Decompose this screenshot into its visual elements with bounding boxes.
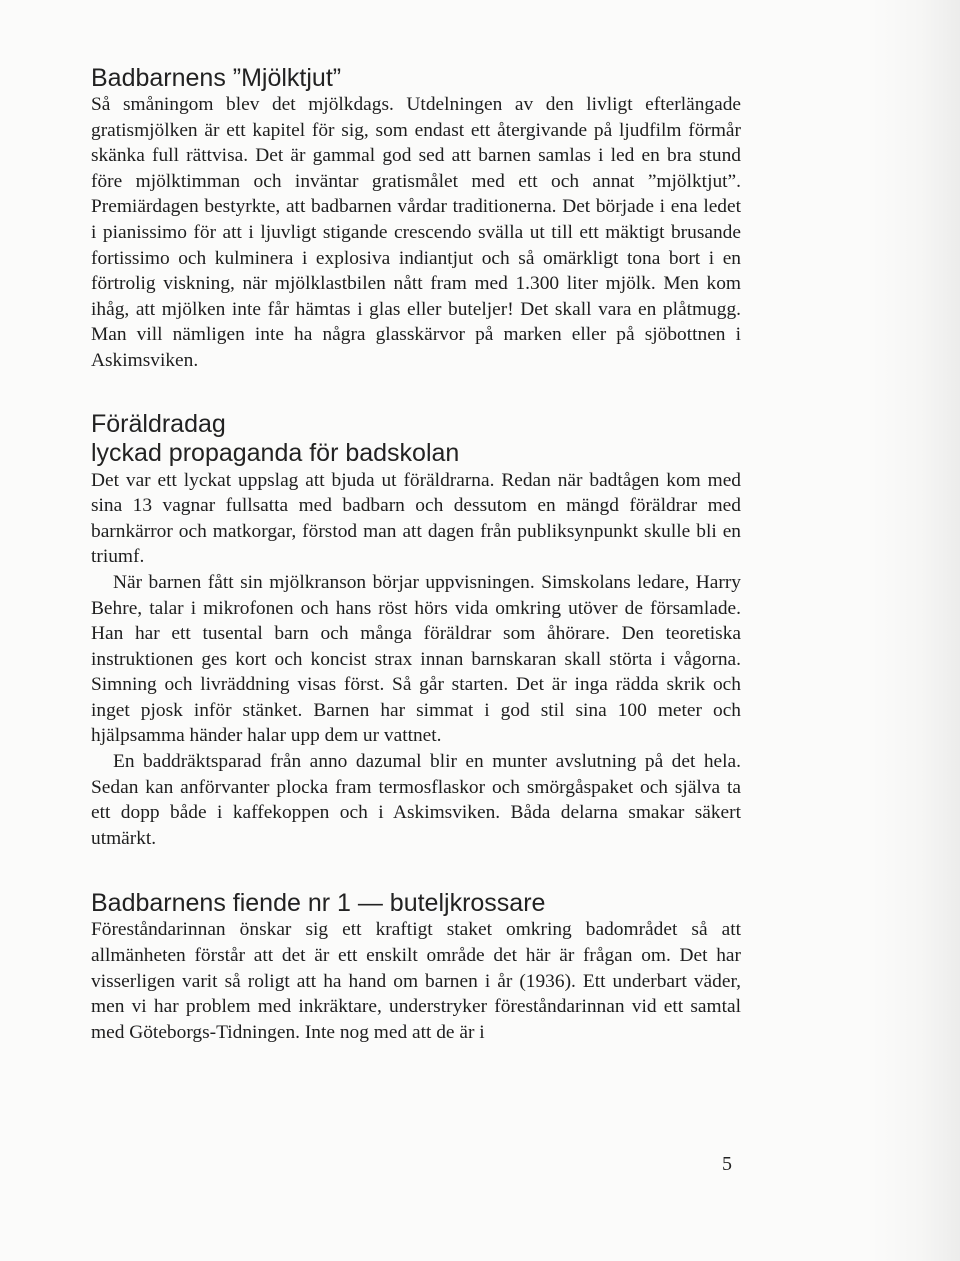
section-heading (91, 410, 741, 468)
section-mjolktjut (91, 64, 741, 374)
paragraph: Det var ett lyckat uppslag att bjuda ut föräldrarna. Redan när badtågen kom med sina 13 vagnar fullsatta med badbarn och dessutom en mängd föräldrar med barnkärror och matkorgar, förstod man att dagen från publiksynpunkt skulle bli en triumf. (91, 469, 741, 568)
section-heading: Badbarnens fiende nr 1 — buteljkrossare (91, 889, 546, 918)
section-foraldradag (91, 410, 741, 852)
section-heading: Badbarnens ”Mjölktjut” (91, 64, 342, 92)
paragraph: När barnen fått sin mjölkranson börjar uppvisningen. Simskolans ledare, Harry Behre, talar i mikrofonen och hans röst hörs vida omkring utöver de församlade. Han har ett tusental barn och många föräldrar som åhörare. Den teoretiska instruktionen ges kort och koncist strax innan barnskaran skall störta i vågorna. Simning och livräddning visas först. Så går starten. Det är inga rädda skrik och inget pjosk inför stänket. Barnen har simmat i god stil sina 100 meter och hjälpsamma händer halar upp dem ur vattnet. (91, 571, 741, 747)
paragraph: En baddräktsparad från anno dazumal blir en munter avslutning på det hela. Sedan kan anförvanter plocka fram termosflaskor och smörgåspaket och själva ta ett dopp både i kaffekoppen och i Askimsviken. Båda delarna smakar säkert utmärkt. (91, 751, 741, 849)
section-buteljkrossare (91, 889, 741, 1045)
heading-line: lyckad propaganda för badskolan (91, 438, 460, 467)
page-number: 5 (722, 1153, 732, 1175)
paragraph: Föreståndarinnan önskar sig ett kraftigt staket omkring badområdet så att allmänheten förstår att det är ett enskilt område det här är frågan om. Det har visserligen varit så roligt att ha hand om barnen i år (1936). Ett underbart väder, men vi har problem med inkräktare, understryker föreståndarinnan vid ett samtal med Göteborgs-Tidningen. Inte nog med att de är i (91, 919, 741, 1043)
article-body (91, 64, 741, 1045)
heading-line: Föräldradag (91, 409, 226, 438)
paragraph: Så småningom blev det mjölkdags. Utdelningen av den livligt efterlängade gratismjölken är ett kapitel för sig, som endast ett återgivande på ljudfilm förmår skänka full rättvisa. Det är gammal god sed att barnen samlas i led en bra stund före mjölktimman och inväntar gratismålet med ett och annat ”mjölktjut”. Premiärdagen bestyrkte, att badbarnen vårdar traditionerna. Det började i ena ledet i pianissimo för att i ljuvligt stigande crescendo svälla ut till ett mäktigt brusande fortissimo och kulminera i explosiva indiantjut och så omärkligt tona bort i en förtrolig viskning, när mjölklastbilen nått fram med 1.300 liter mjölk. Men kom ihåg, att mjölken inte får hämtas i glas eller buteljer! Det skall vara en plåtmugg. Man vill nämligen inte ha några glasskärvor på marken eller på sjöbottnen i Askimsviken. (91, 94, 741, 371)
page-edge-shadow (870, 0, 960, 1261)
